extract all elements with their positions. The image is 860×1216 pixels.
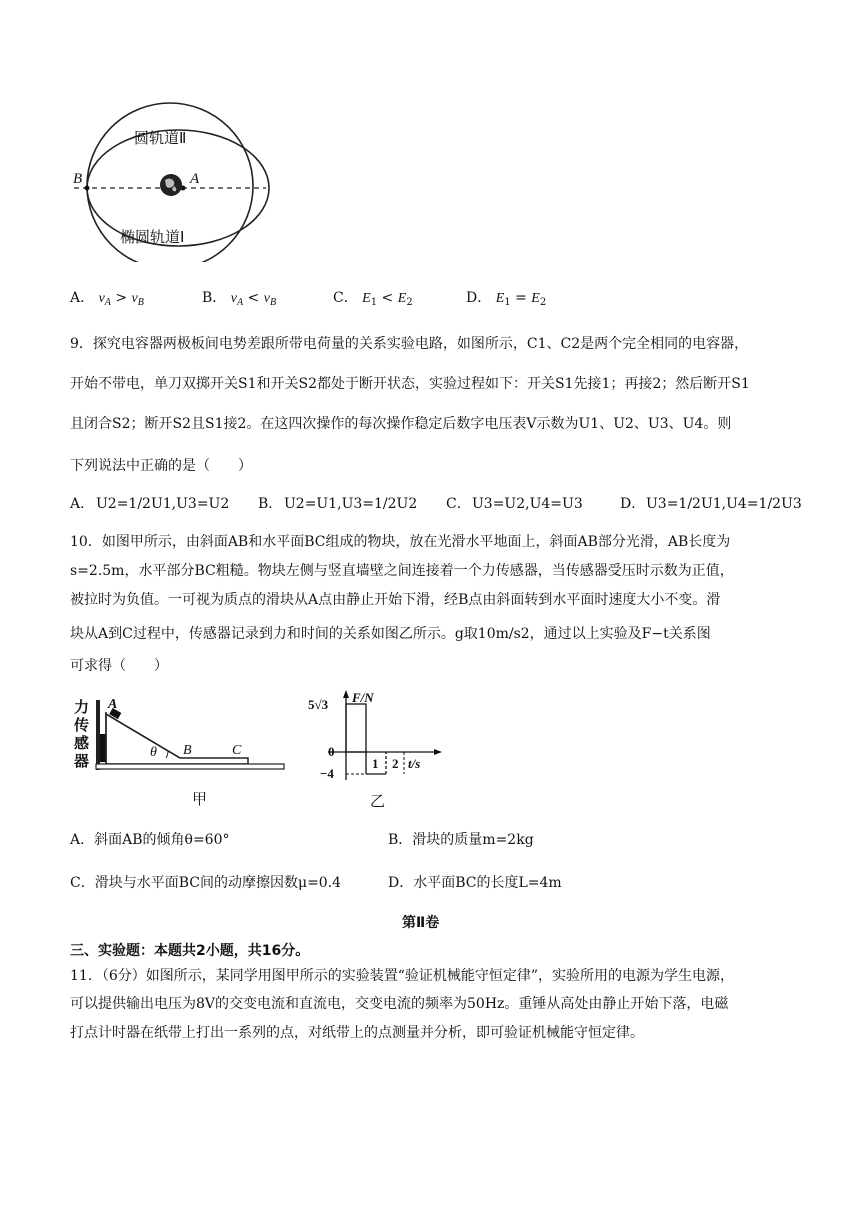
q9-option-a-text: U2=1/2U1,U3=U2 — [96, 496, 230, 512]
tick-2: 2 — [392, 756, 399, 771]
q10-line-1: 10．如图甲所示，由斜面AB和水平面BC组成的物块，放在光滑水平地面上，斜面AB部分光滑，AB长度为 — [70, 534, 731, 550]
ellipse-orbit-label: 椭圆轨道Ⅰ — [120, 228, 185, 246]
q8-option-a: A． $v_A > v_B$ — [70, 290, 144, 308]
q9-option-b-text: U2=U1,U3=1/2U2 — [284, 496, 418, 512]
point-a-label: A — [190, 171, 200, 187]
q10-option-d: D．水平面BC的长度L=4m — [388, 875, 562, 891]
tick-neg: −4 — [320, 766, 334, 781]
q8-option-c: C． $E_1 < E_2$ — [333, 290, 413, 308]
y-axis-label: F/N — [352, 690, 374, 705]
sensor-label-4: 器 — [74, 752, 90, 770]
point-b-label: B — [183, 743, 192, 758]
q8-option-b: B． $v_A < v_B$ — [202, 290, 277, 308]
q9-option-c: C． — [446, 496, 471, 512]
q10-option-a: A．斜面AB的倾角θ=60° — [70, 832, 230, 848]
tick-1: 1 — [372, 756, 379, 771]
sensor-label-3: 感 — [74, 734, 90, 752]
q8-option-d: D． $E_1 = E_2$ — [466, 290, 547, 308]
q10-line-5: 可求得（ ） — [70, 658, 168, 674]
figure-yi-caption: 乙 — [370, 792, 386, 810]
point-a-label: A — [108, 697, 118, 712]
q9-option-a: A． — [70, 496, 95, 512]
sensor-label-1: 力 — [74, 698, 90, 716]
figure-jia-caption: 甲 — [192, 790, 208, 808]
sensor-label-2: 传 — [74, 716, 90, 734]
q10-figure-yi — [298, 688, 448, 812]
orbit-diagram — [70, 82, 270, 262]
q9-line-2: 开始不带电，单刀双掷开关S1和开关S2都处于断开状态，实验过程如下：开关S1先接1；再接2；然后断开S1 — [70, 376, 750, 392]
angle-label: θ — [150, 745, 157, 760]
q10-option-b: B．滑块的质量m=2kg — [388, 832, 534, 848]
q10-line-3: 被拉时为负值。一可视为质点的滑块从A点由静止开始下滑，经B点由斜面转到水平面时速度大小不变。滑 — [70, 592, 721, 608]
q9-option-d-text: U3=1/2U1,U4=1/2U3 — [646, 496, 802, 512]
q9-option-b: B． — [258, 496, 283, 512]
q10-option-c: C．滑块与水平面BC间的动摩擦因数μ=0.4 — [70, 875, 342, 891]
q9-line-3: 且闭合S2；断开S2且S1接2。在这四次操作的每次操作稳定后数字电压表V示数为U1、U2、U3、U4。则 — [70, 416, 732, 432]
tick-zero: 0 — [328, 744, 335, 759]
q9-line-4: 下列说法中正确的是（ ） — [70, 458, 252, 474]
point-b-dot — [85, 186, 90, 191]
section-3-title: 三、实验题：本题共2小题，共16分。 — [70, 943, 310, 959]
q9-option-c-text: U3=U2,U4=U3 — [472, 496, 583, 512]
q10-line-4: 块从A到C过程中，传感器记录到力和时间的关系如图乙所示。g取10m/s2，通过以上实验及F−t关系图 — [70, 626, 711, 642]
wall — [96, 700, 100, 770]
tick-top: 5√3 — [308, 697, 329, 712]
q11-line-3: 打点计时器在纸带上打出一系列的点，对纸带上的点测量并分析，即可验证机械能守恒定律。 — [70, 1025, 644, 1041]
q10-line-2: s=2.5m，水平部分BC粗糙。物块左侧与竖直墙壁之间连接着一个力传感器，当传感器受压时示数为正值， — [70, 563, 734, 579]
x-axis-label: t/s — [408, 756, 421, 771]
sensor-block — [100, 734, 106, 762]
point-b-label: B — [73, 171, 83, 187]
point-c-label: C — [232, 743, 242, 758]
circle-orbit-label: 圆轨道Ⅱ — [134, 129, 187, 147]
part-2-title: 第Ⅱ卷 — [402, 915, 440, 931]
angle-arc — [166, 751, 168, 758]
q11-line-2: 可以提供输出电压为8V的交变电流和直流电，交变电流的频率为50Hz。重锤从高处由静止开始下落，电磁 — [70, 996, 729, 1012]
incline-surface — [106, 714, 180, 758]
q9-option-d: D． — [620, 496, 646, 512]
q11-line-1: 11．（6分）如图所示，某同学用图甲所示的实验装置“验证机械能守恒定律”，实验所用的电源为学生电源， — [70, 968, 735, 984]
force-positive-segment — [346, 704, 366, 752]
q10-figure-jia — [70, 692, 290, 812]
ground — [96, 764, 284, 769]
q9-line-1: 9．探究电容器两极板间电势差跟所带电荷量的关系实验电路，如图所示，C1、C2是两个完全相同的电容器， — [70, 336, 749, 352]
